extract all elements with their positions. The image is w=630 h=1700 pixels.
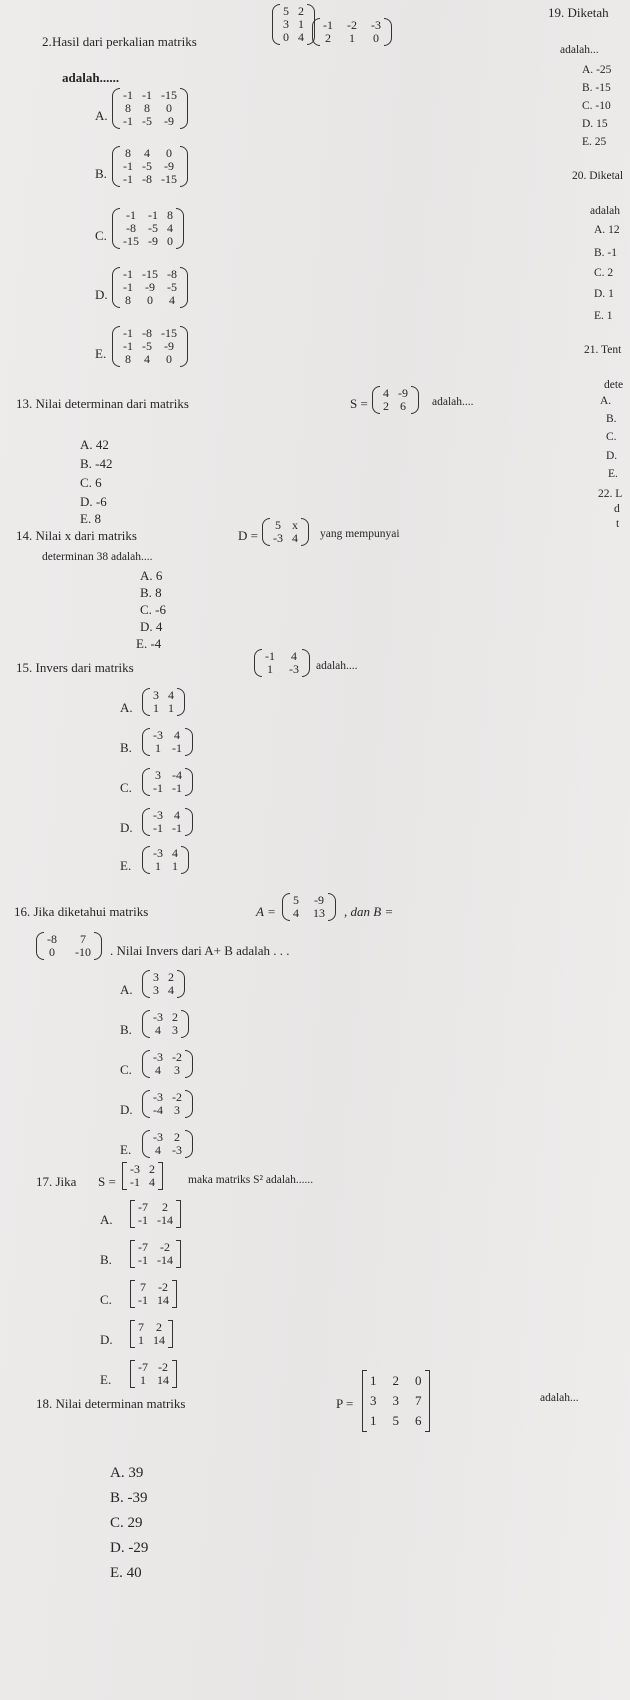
q15-option-a-label[interactable]: A. [120, 700, 133, 715]
q12-option-a-matrix: -1 -1 -15 8 8 0 -1 -5 -9 [112, 88, 188, 129]
q15-prompt: 15. Invers dari matriks [16, 660, 134, 675]
q13-option-e[interactable]: E. 8 [80, 511, 101, 526]
q22-fragment-2: t [616, 518, 620, 530]
q16-var-a: A = [256, 904, 276, 919]
q16-option-d-matrix: -3 -2 -4 3 [142, 1090, 193, 1118]
q19-title: 19. Diketah [548, 5, 609, 20]
q17-suffix: maka matriks S² adalah...... [188, 1174, 314, 1186]
q13-suffix: adalah.... [432, 396, 474, 408]
q12-option-e-label[interactable]: E. [95, 346, 107, 361]
q17-option-a-label[interactable]: A. [100, 1212, 113, 1227]
q12-matrix-1: 5 2 3 1 0 4 [272, 4, 315, 45]
q20-continuation: adalah [590, 205, 621, 217]
q13-option-c[interactable]: C. 6 [80, 475, 102, 490]
q15-option-b-label[interactable]: B. [120, 740, 132, 755]
q17-option-a-matrix: -7 2 -1 -14 [130, 1200, 181, 1228]
q19-continuation: adalah... [560, 44, 599, 56]
q18-matrix: 1 2 0 3 3 7 1 5 6 [362, 1370, 430, 1432]
q15-option-d-matrix: -3 4 -1 -1 [142, 808, 193, 836]
q12-prompt: Hasil dari perkalian matriks [52, 34, 197, 49]
q18-prompt: 18. Nilai determinan matriks [36, 1396, 186, 1411]
q22-fragment-1: d [614, 503, 620, 515]
q17-option-e-label[interactable]: E. [100, 1372, 112, 1387]
q21-option-c[interactable]: C. [606, 431, 617, 443]
q15-suffix: adalah.... [316, 660, 358, 672]
q17-option-c-label[interactable]: C. [100, 1292, 112, 1307]
q12-option-e-matrix: -1 -8 -15 -1 -5 -9 8 4 0 [112, 326, 188, 367]
q16-option-b-label[interactable]: B. [120, 1022, 132, 1037]
q12-continuation: adalah...... [62, 70, 120, 85]
q15-option-b-matrix: -3 4 1 -1 [142, 728, 193, 756]
q17-option-d-matrix: 7 2 1 14 [130, 1320, 173, 1348]
q20-option-d[interactable]: D. 1 [594, 288, 614, 300]
q16-matrix-a: 5 -9 4 13 [282, 893, 336, 921]
q16-option-c-matrix: -3 -2 4 3 [142, 1050, 193, 1078]
q17-option-c-matrix: 7 -2 -1 14 [130, 1280, 177, 1308]
q12-number: 2. [42, 34, 52, 49]
q21-title: 21. Tent [584, 344, 622, 356]
q20-title: 20. Diketal [572, 170, 624, 182]
q13-option-d[interactable]: D. -6 [80, 494, 107, 509]
q17-var: S = [98, 1174, 116, 1189]
q12-option-b-label[interactable]: B. [95, 166, 107, 181]
q14-option-b[interactable]: B. 8 [140, 585, 162, 600]
q16-option-a-label[interactable]: A. [120, 982, 133, 997]
q21-option-e[interactable]: E. [608, 468, 618, 480]
q15-option-c-matrix: 3 -4 -1 -1 [142, 768, 193, 796]
q16-var-b: , dan B = [344, 904, 394, 919]
q17-option-d-label[interactable]: D. [100, 1332, 113, 1347]
q13-var: S = [350, 396, 368, 411]
q19-option-a[interactable]: A. -25 [582, 64, 612, 76]
q15-matrix: -1 4 1 -3 [254, 649, 310, 677]
q16-option-b-matrix: -3 2 4 3 [142, 1010, 189, 1038]
q14-option-c[interactable]: C. -6 [140, 602, 167, 617]
q14-suffix: yang mempunyai [320, 528, 400, 540]
q16-option-e-matrix: -3 2 4 -3 [142, 1130, 193, 1158]
q16-option-d-label[interactable]: D. [120, 1102, 133, 1117]
q13-option-b[interactable]: B. -42 [80, 456, 113, 471]
q22-title: 22. L [598, 488, 623, 500]
q16-line2: . Nilai Invers dari A+ B adalah . . . [110, 943, 290, 958]
q14-var: D = [238, 528, 258, 543]
q14-line2: determinan 38 adalah.... [42, 551, 153, 563]
q19-option-b[interactable]: B. -15 [582, 82, 611, 94]
q14-prompt: 14. Nilai x dari matriks [16, 528, 137, 543]
q12-option-c-label[interactable]: C. [95, 228, 107, 243]
q13-option-a[interactable]: A. 42 [80, 437, 109, 452]
q17-prompt: 17. Jika [36, 1174, 77, 1189]
q12-option-d-matrix: -1 -15 -8 -1 -9 -5 8 0 4 [112, 267, 188, 308]
q14-option-d[interactable]: D. 4 [140, 619, 163, 634]
q18-option-e[interactable]: E. 40 [110, 1565, 142, 1581]
q18-option-a[interactable]: A. 39 [110, 1465, 144, 1481]
q20-option-a[interactable]: A. 12 [594, 224, 620, 236]
q18-option-b[interactable]: B. -39 [110, 1490, 148, 1506]
q12-option-b-matrix: 8 4 0 -1 -5 -9 -1 -8 -15 [112, 146, 188, 187]
q12-option-d-label[interactable]: D. [95, 287, 108, 302]
q16-option-e-label[interactable]: E. [120, 1142, 132, 1157]
q16-option-c-label[interactable]: C. [120, 1062, 132, 1077]
q15-option-d-label[interactable]: D. [120, 820, 133, 835]
q20-option-e[interactable]: E. 1 [594, 310, 613, 322]
q14-matrix: 5 x -3 4 [262, 518, 309, 546]
q20-option-c[interactable]: C. 2 [594, 267, 614, 279]
q17-option-e-matrix: -7 -2 1 14 [130, 1360, 177, 1388]
q17-option-b-label[interactable]: B. [100, 1252, 112, 1267]
q16-option-a-matrix: 3 2 3 4 [142, 970, 185, 998]
q12-option-a-label[interactable]: A. [95, 108, 108, 123]
q21-continuation: dete [604, 379, 624, 391]
q21-option-b[interactable]: B. [606, 413, 617, 425]
q12-matrix-2: -1 -2 -3 2 1 0 [312, 18, 392, 46]
q13-matrix: 4 -9 2 6 [372, 386, 419, 414]
q19-option-e[interactable]: E. 25 [582, 136, 607, 148]
q15-option-c-label[interactable]: C. [120, 780, 132, 795]
q15-option-e-matrix: -3 4 1 1 [142, 846, 189, 874]
q18-suffix: adalah... [540, 1392, 579, 1404]
q16-matrix-b: -8 7 0 -10 [36, 932, 102, 960]
q12-option-c-matrix: -1 -1 8 -8 -5 4 -15 -9 0 [112, 208, 184, 249]
q17-matrix: -3 2 -1 4 [122, 1162, 163, 1190]
q15-option-e-label[interactable]: E. [120, 858, 132, 873]
q18-var: P = [336, 1396, 354, 1411]
q21-option-d[interactable]: D. [606, 450, 618, 462]
q19-option-d[interactable]: D. 15 [582, 118, 608, 130]
q13-prompt: 13. Nilai determinan dari matriks [16, 396, 189, 411]
q15-option-a-matrix: 3 4 1 1 [142, 688, 185, 716]
q21-option-a[interactable]: A. [600, 395, 612, 407]
q18-option-d[interactable]: D. -29 [110, 1540, 149, 1556]
q17-option-b-matrix: -7 -2 -1 -14 [130, 1240, 181, 1268]
q16-prompt: 16. Jika diketahui matriks [14, 904, 149, 919]
q18-option-c[interactable]: C. 29 [110, 1515, 143, 1531]
q14-option-e[interactable]: E. -4 [136, 636, 162, 651]
q14-option-a[interactable]: A. 6 [140, 568, 163, 583]
q19-option-c[interactable]: C. -10 [582, 100, 611, 112]
q20-option-b[interactable]: B. -1 [594, 247, 618, 259]
